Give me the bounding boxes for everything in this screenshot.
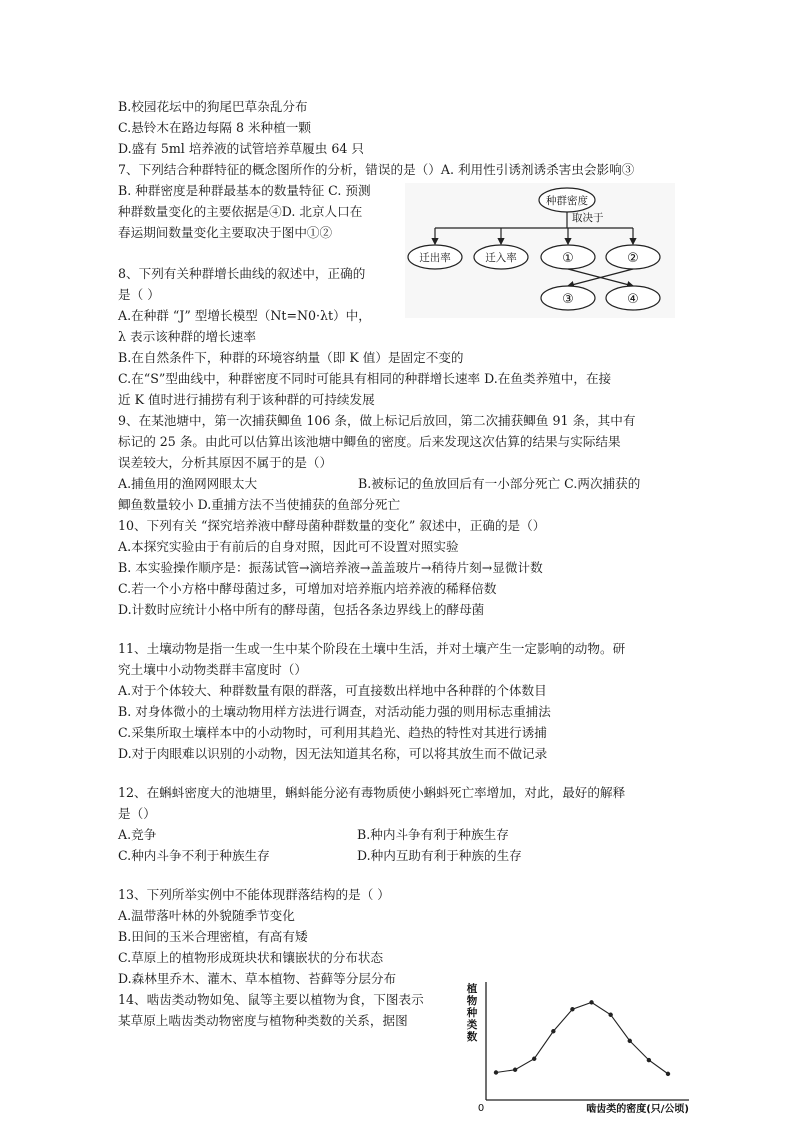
q13-option-b: B.田间的玉米合理密植，有高有矮 [118,929,308,944]
q6-option-b: B.校园花坛中的狗尾巴草杂乱分布 [118,99,308,114]
data-point-1 [513,1068,517,1072]
y-axis-label-char: 物 [466,995,478,1007]
x-axis-label: 啮齿类的密度(只/公顷) [586,1104,689,1115]
q7-line-2: B. 种群密度是种群最基本的数量特征 C. 预测 [118,183,371,198]
q8-option-d: 近 K 值时进行捕捞有利于该种群的可持续发展 [118,392,375,407]
node-2-label: ② [627,251,639,266]
q7-line-3: 种群数量变化的主要依据是④D. 北京人口在 [118,204,363,219]
node-3-label: ③ [562,292,574,307]
q13-option-d: D.森林里乔木、灌木、草本植物、苔藓等分层分布 [118,971,397,986]
data-point-7 [628,1039,632,1043]
q11-option-c: C.采集所取土壤样本中的小动物时，可利用其趋光、趋热的特性对其进行诱捕 [118,725,547,740]
q14-line-1: 14、啮齿类动物如兔、鼠等主要以植物为食，下图表示 [118,992,424,1007]
q7-line-1: 7、下列结合种群特征的概念图所作的分析，错误的是（）A. 利用性引诱剂诱杀害虫会影响③ [118,162,635,177]
origin-label: 0 [477,1103,485,1114]
q8-option-b: B.在自然条件下，种群的环境容纳量（即 K 值）是固定不变的 [118,350,464,365]
q7-line-4: 春运期间数量变化主要取决于图中①② [118,225,333,240]
q10-option-d: D.计数时应统计小格中所有的酵母菌，包括各条边界线上的酵母菌 [118,602,485,617]
q11-line-1: 11、土壤动物是指一生或一生中某个阶段在土壤中生活，并对土壤产生一定影响的动物。研 [118,641,626,656]
data-point-9 [666,1072,670,1076]
q10-stem: 10、下列有关 “探究培养液中酵母菌种群数量的变化” 叙述中，正确的是（） [118,518,546,533]
q12-option-c: C.种内斗争不利于种族生存 [118,848,270,863]
population-concept-diagram [405,183,675,318]
q8-stem-1: 8、下列有关种群增长曲线的叙述中，正确的 [118,266,366,281]
q13-option-c: C.草原上的植物形成斑块状和镶嵌状的分布状态 [118,950,384,965]
q8-option-a-2: λ 表示该种群的增长速率 [118,329,256,344]
data-point-4 [570,1007,574,1011]
y-axis-label [466,982,478,1043]
rodent-density-plant-species-chart [464,978,694,1118]
q12-option-d: D.种内互助有利于种族的生存 [357,848,522,863]
q8-stem-2: 是（ ） [118,287,160,302]
q9-line-2: 标记的 25 条。由此可以估算出该池塘中鲫鱼的密度。后来发现这次估算的结果与实际结果 [118,434,621,449]
node-emigration-rate-label: 迁出率 [419,252,451,264]
q11-option-a: A.对于个体较大、种群数量有限的群落，可直接数出样地中各种群的个体数目 [118,683,547,698]
q9-option-b: B.被标记的鱼放回后有一小部分死亡 C.两次捕获的 [358,476,641,491]
y-axis-label-char: 种 [466,1007,478,1019]
q12-option-b: B.种内斗争有利于种族生存 [357,827,509,842]
q13-stem: 13、下列所举实例中不能体现群落结构的是（ ） [118,887,390,902]
q10-option-a: A.本探究实验由于有前后的自身对照，因此可不设置对照实验 [118,539,459,554]
node-population-density-label: 种群密度 [546,195,588,207]
data-point-6 [608,1013,612,1017]
q9-line-1: 9、在某池塘中，第一次捕获鲫鱼 106 条，做上标记后放回，第二次捕获鲫鱼 91 条，其中有 [118,413,636,428]
q11-option-b: B. 对身体微小的土壤动物用样方法进行调查，对活动能力强的则用标志重捕法 [118,704,551,719]
q6-option-c: C.悬铃木在路边每隔 8 米种植一颗 [118,120,311,135]
data-point-0 [494,1070,498,1074]
data-point-2 [532,1057,536,1061]
q11-line-2: 究土壤中小动物类群丰富度时（） [118,662,307,677]
node-4-label: ④ [627,292,639,307]
y-axis-label-char: 植 [466,983,478,995]
y-axis-label-char: 数 [466,1031,478,1043]
q10-option-b: B. 本实验操作顺序是：振荡试管→滴培养液→盖盖玻片→稍待片刻→显微计数 [118,560,543,575]
q10-option-c: C.若一个小方格中酵母菌过多，可增加对培养瓶内培养液的稀释倍数 [118,581,497,596]
q9-option-a: A.捕鱼用的渔网网眼太大 [118,476,258,491]
q11-option-d: D.对于肉眼难以识别的小动物，因无法知道其名称，可以将其放生而不做记录 [118,746,548,761]
node-1-label: ① [562,251,574,266]
arrow-label-depends-on: 取决于 [572,212,604,224]
q12-line-1: 12、在蝌蚪密度大的池塘里，蝌蚪能分泌有毒物质使小蝌蚪死亡率增加，对此，最好的解释 [118,785,626,800]
series-line [496,1002,668,1074]
q9-line-3: 误差较大，分析其原因不属于的是（） [118,455,333,470]
data-point-5 [589,1000,593,1004]
q9-line-5: 鲫鱼数量较小 D.重捕方法不当使捕获的鱼部分死亡 [118,497,401,512]
q8-option-c: C.在“S”型曲线中，种群密度不同时可能具有相同的种群增长速率 D.在鱼类养殖中，在接 [118,371,612,386]
node-immigration-rate-label: 迁入率 [485,252,517,264]
q12-line-2: 是（） [118,806,156,821]
q14-line-2: 某草原上啮齿类动物密度与植物种类数的关系，据图 [118,1013,408,1028]
q6-option-d: D.盛有 5ml 培养液的试管培养草履虫 64 只 [118,141,364,156]
y-axis-label-char: 类 [466,1019,478,1031]
data-point-3 [551,1029,555,1033]
q8-option-a-1: A.在种群 “J” 型增长模型（Nt=N0·λt）中， [118,308,371,323]
data-point-8 [647,1058,651,1062]
q13-option-a: A.温带落叶林的外貌随季节变化 [118,908,295,923]
q12-option-a: A.竞争 [118,827,157,842]
